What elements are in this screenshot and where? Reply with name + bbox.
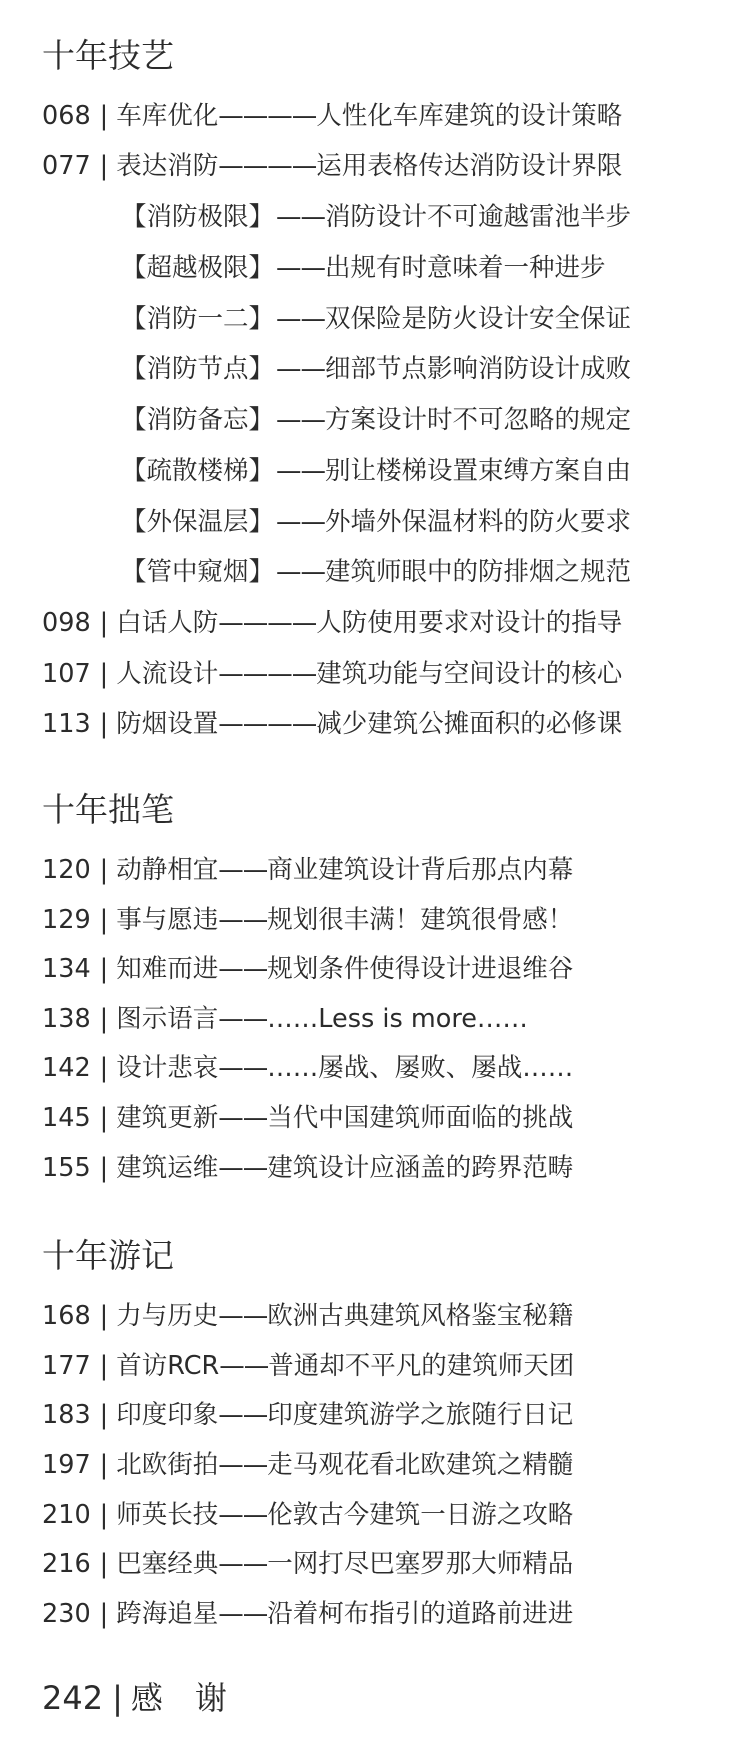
entry-dash: —— <box>276 253 326 283</box>
entry-dash: —— <box>276 557 326 587</box>
entry-topic: 动静相宜 <box>116 855 219 885</box>
toc-subentry <box>121 455 631 487</box>
separator: | <box>99 1351 109 1381</box>
entry-dash: —— <box>276 304 326 334</box>
toc-entry <box>42 1003 528 1035</box>
page-number: 120 <box>42 855 91 885</box>
entry-description: 人性化车库建筑的设计策略 <box>316 101 623 131</box>
entry-dash: —— <box>276 456 326 486</box>
entry-description: 消防设计不可逾越雷池半步 <box>325 202 632 232</box>
entry-dash: —— <box>218 905 268 935</box>
section-title: 十年拙笔 <box>42 790 174 829</box>
entry-topic: 【消防极限】 <box>121 202 275 232</box>
separator: | <box>99 151 109 181</box>
entry-description: 沿着柯布指引的道路前进进 <box>267 1599 574 1629</box>
entry-dash: ———— <box>218 101 317 131</box>
page-number: 183 <box>42 1400 91 1430</box>
entry-topic: 印度印象 <box>116 1400 219 1430</box>
page-number: 145 <box>42 1103 91 1133</box>
toc-entry <box>42 1152 573 1184</box>
entry-description: 走马观花看北欧建筑之精髓 <box>267 1450 574 1480</box>
entry-dash: —— <box>218 1301 268 1331</box>
separator: | <box>99 954 109 984</box>
entry-description: ……Less is more…… <box>267 1004 528 1034</box>
separator: | <box>99 659 109 689</box>
page-number: 177 <box>42 1351 91 1381</box>
entry-topic: 【消防节点】 <box>121 354 275 384</box>
separator: | <box>99 1053 109 1083</box>
toc-subentry <box>121 404 631 436</box>
entry-topic: 跨海追星 <box>116 1599 219 1629</box>
toc-entry <box>42 1499 573 1531</box>
entry-topic: 【管中窥烟】 <box>121 557 275 587</box>
entry-dash: —— <box>276 354 326 384</box>
separator: | <box>99 1450 109 1480</box>
entry-dash: —— <box>218 1500 268 1530</box>
entry-dash: —— <box>218 1004 268 1034</box>
entry-description: 规划很丰满！建筑很骨感！ <box>267 905 574 935</box>
entry-topic: 设计悲哀 <box>116 1053 219 1083</box>
page-number: 113 <box>42 709 91 739</box>
separator: | <box>99 608 109 638</box>
toc-subentry <box>121 506 631 538</box>
toc-entry <box>42 1399 573 1431</box>
entry-dash: —— <box>218 855 268 885</box>
entry-topic: 首访RCR <box>116 1351 220 1381</box>
entry-dash: —— <box>218 1599 268 1629</box>
separator: | <box>99 1549 109 1579</box>
entry-description: 欧洲古典建筑风格鉴宝秘籍 <box>267 1301 574 1331</box>
toc-entry <box>42 1350 574 1382</box>
page-number: 068 <box>42 101 91 131</box>
page-number: 077 <box>42 151 91 181</box>
entry-topic: 感 谢 <box>130 1679 227 1717</box>
entry-topic: 【消防备忘】 <box>121 405 275 435</box>
toc-entry <box>42 658 622 690</box>
toc-subentry <box>121 201 631 233</box>
entry-dash: —— <box>276 202 326 232</box>
entry-dash: —— <box>218 1549 268 1579</box>
entry-description: 运用表格传达消防设计界限 <box>316 151 623 181</box>
toc-entry <box>42 904 573 936</box>
entry-topic: 师英长技 <box>116 1500 219 1530</box>
entry-description: 建筑师眼中的防排烟之规范 <box>325 557 632 587</box>
entry-dash: —— <box>276 507 326 537</box>
entry-dash: ———— <box>218 608 317 638</box>
toc-entry <box>42 1102 573 1134</box>
toc-entry <box>42 1548 573 1580</box>
entry-description: 规划条件使得设计进退维谷 <box>267 954 574 984</box>
entry-dash: —— <box>218 1053 268 1083</box>
entry-dash: ———— <box>218 151 317 181</box>
toc-entry <box>42 1052 573 1084</box>
toc-entry-acknowledgements <box>42 1678 227 1718</box>
entry-description: 印度建筑游学之旅随行日记 <box>267 1400 574 1430</box>
page-number: 242 <box>42 1679 104 1717</box>
entry-dash: —— <box>218 1400 268 1430</box>
entry-topic: 巴塞经典 <box>116 1549 219 1579</box>
section-title: 十年技艺 <box>42 36 174 75</box>
toc-entry <box>42 854 573 886</box>
entry-description: 减少建筑公摊面积的必修课 <box>316 709 623 739</box>
toc-entry <box>42 708 622 740</box>
entry-topic: 知难而进 <box>116 954 219 984</box>
entry-dash: —— <box>218 1153 268 1183</box>
entry-description: 出规有时意味着一种进步 <box>325 253 606 283</box>
entry-description: 当代中国建筑师面临的挑战 <box>267 1103 574 1133</box>
entry-dash: —— <box>218 1450 268 1480</box>
page-number: 230 <box>42 1599 91 1629</box>
entry-description: 外墙外保温材料的防火要求 <box>325 507 632 537</box>
separator: | <box>99 1153 109 1183</box>
toc-subentry <box>121 252 606 284</box>
page-number: 138 <box>42 1004 91 1034</box>
entry-description: ……屡战、屡败、屡战…… <box>267 1053 574 1083</box>
toc-entry <box>42 607 622 639</box>
entry-dash: ———— <box>218 709 317 739</box>
toc-entry <box>42 100 622 132</box>
entry-description: 商业建筑设计背后那点内幕 <box>267 855 574 885</box>
entry-description: 普通却不平凡的建筑师天团 <box>268 1351 575 1381</box>
entry-topic: 事与愿违 <box>116 905 219 935</box>
page-number: 134 <box>42 954 91 984</box>
page-number: 168 <box>42 1301 91 1331</box>
separator: | <box>99 101 109 131</box>
page-number: 216 <box>42 1549 91 1579</box>
separator: | <box>99 855 109 885</box>
separator: | <box>112 1679 123 1717</box>
entry-topic: 北欧街拍 <box>116 1450 219 1480</box>
page-number: 197 <box>42 1450 91 1480</box>
page-number: 107 <box>42 659 91 689</box>
toc-entry <box>42 1449 573 1481</box>
entry-dash: —— <box>276 405 326 435</box>
separator: | <box>99 1500 109 1530</box>
separator: | <box>99 1103 109 1133</box>
toc-entry <box>42 953 573 985</box>
toc-entry <box>42 1300 573 1332</box>
entry-description: 别让楼梯设置束缚方案自由 <box>325 456 632 486</box>
entry-topic: 白话人防 <box>116 608 219 638</box>
entry-topic: 图示语言 <box>116 1004 219 1034</box>
entry-topic: 人流设计 <box>116 659 219 689</box>
entry-dash: —— <box>218 954 268 984</box>
toc-subentry <box>121 353 631 385</box>
entry-description: 双保险是防火设计安全保证 <box>325 304 632 334</box>
separator: | <box>99 1599 109 1629</box>
entry-topic: 防烟设置 <box>116 709 219 739</box>
entry-dash: —— <box>219 1351 269 1381</box>
entry-description: 方案设计时不可忽略的规定 <box>325 405 632 435</box>
separator: | <box>99 1004 109 1034</box>
separator: | <box>99 905 109 935</box>
entry-topic: 表达消防 <box>116 151 219 181</box>
toc-entry <box>42 1598 573 1630</box>
entry-description: 细部节点影响消防设计成败 <box>325 354 632 384</box>
entry-topic: 车库优化 <box>116 101 219 131</box>
separator: | <box>99 1301 109 1331</box>
entry-description: 建筑设计应涵盖的跨界范畴 <box>267 1153 574 1183</box>
entry-topic: 力与历史 <box>116 1301 219 1331</box>
entry-topic: 建筑更新 <box>116 1103 219 1133</box>
section-title: 十年游记 <box>42 1236 174 1275</box>
entry-description: 伦敦古今建筑一日游之攻略 <box>267 1500 574 1530</box>
entry-topic: 【疏散楼梯】 <box>121 456 275 486</box>
entry-dash: —— <box>218 1103 268 1133</box>
page-number: 210 <box>42 1500 91 1530</box>
entry-topic: 【超越极限】 <box>121 253 275 283</box>
page-number: 098 <box>42 608 91 638</box>
page-number: 155 <box>42 1153 91 1183</box>
entry-description: 人防使用要求对设计的指导 <box>316 608 623 638</box>
page-number: 129 <box>42 905 91 935</box>
toc-subentry <box>121 556 631 588</box>
page-number: 142 <box>42 1053 91 1083</box>
separator: | <box>99 709 109 739</box>
entry-topic: 建筑运维 <box>116 1153 219 1183</box>
entry-topic: 【外保温层】 <box>121 507 275 537</box>
toc-entry <box>42 150 622 182</box>
entry-topic: 【消防一二】 <box>121 304 275 334</box>
toc-subentry <box>121 303 631 335</box>
separator: | <box>99 1400 109 1430</box>
entry-description: 一网打尽巴塞罗那大师精品 <box>267 1549 574 1579</box>
entry-dash: ———— <box>218 659 317 689</box>
entry-description: 建筑功能与空间设计的核心 <box>316 659 623 689</box>
